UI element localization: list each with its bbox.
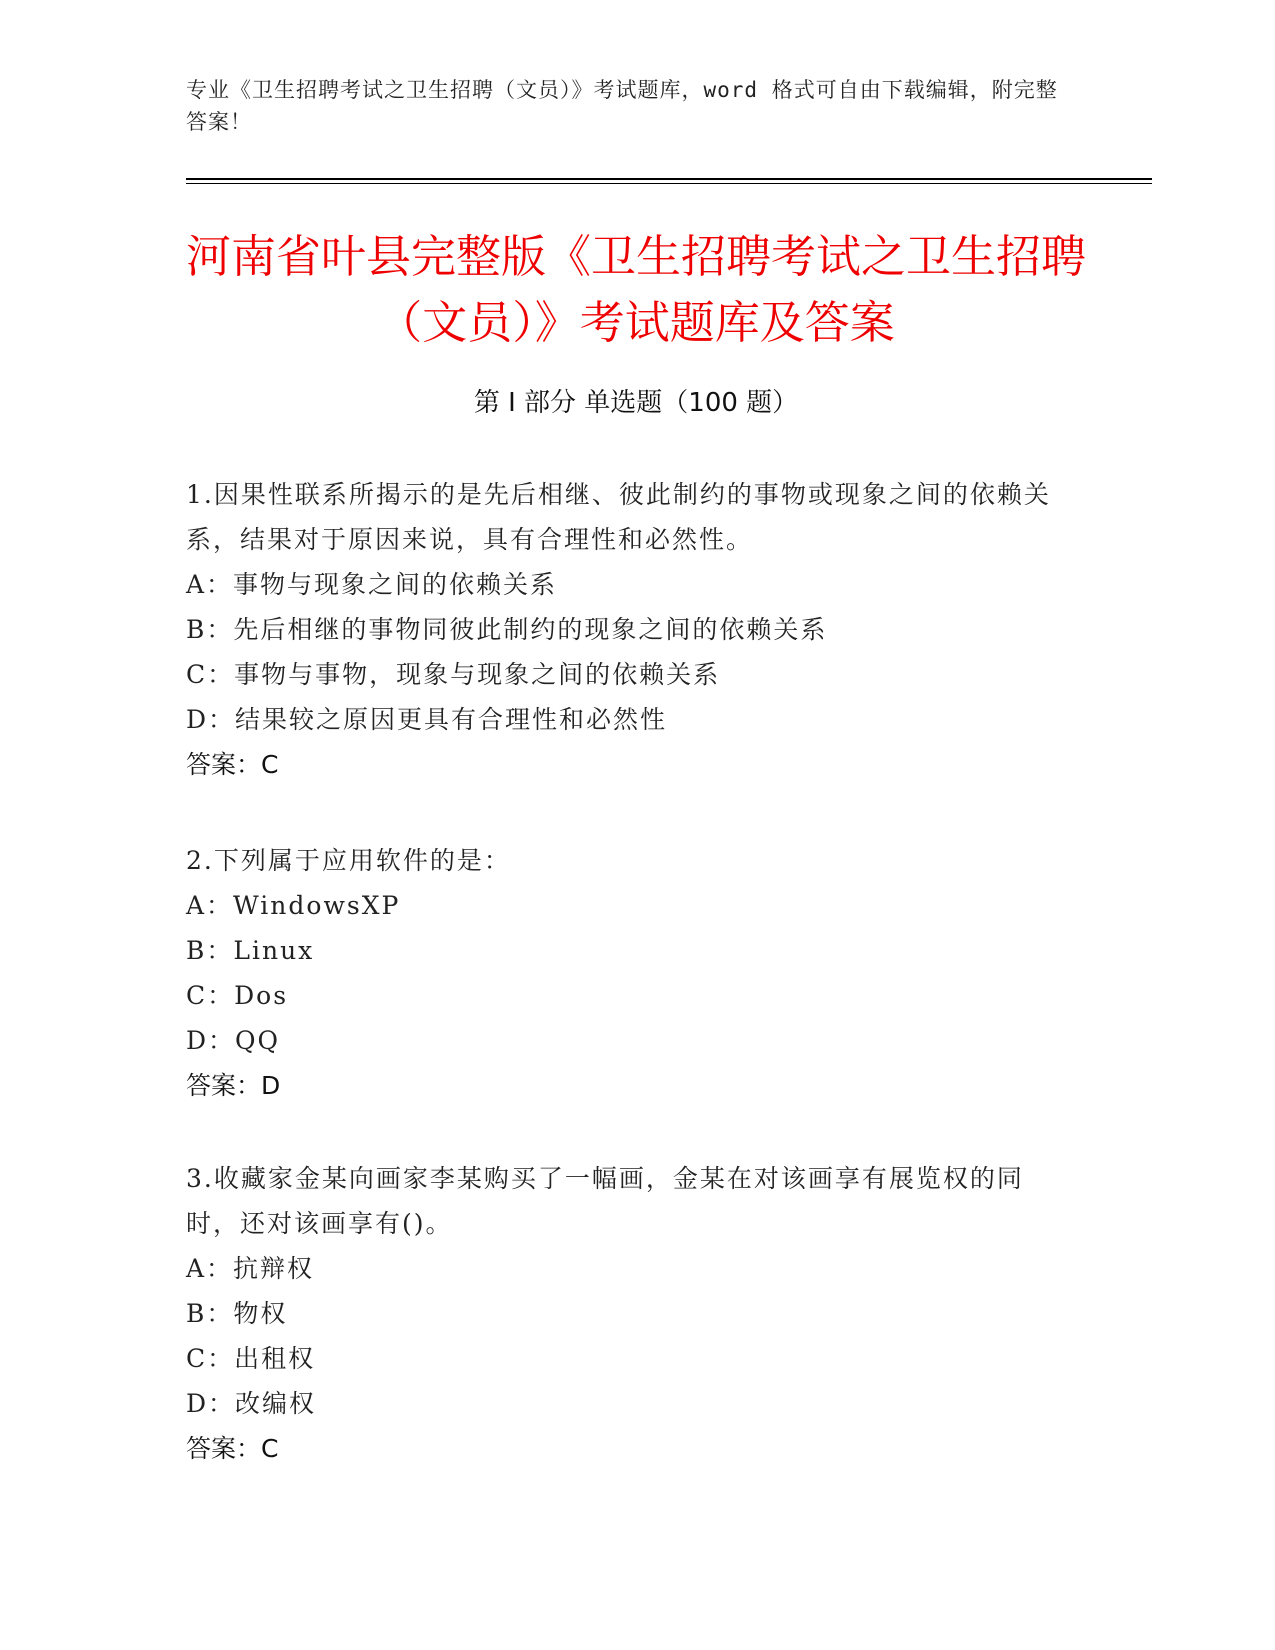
- answer: 答案：C: [186, 1434, 279, 1463]
- question-1: [186, 472, 1066, 787]
- question-3: [186, 1156, 1066, 1471]
- answer: 答案：D: [186, 1071, 281, 1100]
- option-d: D：结果较之原因更具有合理性和必然性: [186, 705, 668, 734]
- option-c: C：出租权: [186, 1344, 316, 1373]
- header-rule-thin: [186, 183, 1152, 184]
- option-d: D：QQ: [186, 1026, 281, 1055]
- question-stem: 1.因果性联系所揭示的是先后相继、彼此制约的事物或现象之间的依赖关系，结果对于原因来说，具有合理性和必然性。: [186, 480, 1051, 554]
- option-b: B：Linux: [186, 936, 315, 965]
- option-a: A：抗辩权: [186, 1254, 315, 1283]
- option-a: A：事物与现象之间的依赖关系: [186, 570, 558, 599]
- option-b: B：物权: [186, 1299, 288, 1328]
- option-b: B：先后相继的事物同彼此制约的现象之间的依赖关系: [186, 615, 828, 644]
- option-c: C：Dos: [186, 981, 289, 1010]
- question-stem: 3.收藏家金某向画家李某购买了一幅画，金某在对该画享有展览权的同时，还对该画享有()。: [186, 1164, 1024, 1238]
- header-note: 专业《卫生招聘考试之卫生招聘（文员）》考试题库，word 格式可自由下载编辑，附完整答案！: [186, 78, 1058, 134]
- answer: 答案：C: [186, 750, 279, 779]
- option-a: A：WindowsXP: [186, 891, 401, 920]
- header-rule-thick: [186, 178, 1152, 180]
- option-c: C：事物与事物，现象与现象之间的依赖关系: [186, 660, 721, 689]
- section-title: 第 I 部分 单选题（100 题）: [473, 388, 799, 418]
- document-title: 河南省叶县完整版《卫生招聘考试之卫生招聘（文员）》考试题库及答案: [186, 230, 1087, 349]
- question-2: [186, 838, 1066, 1108]
- option-d: D：改编权: [186, 1389, 317, 1418]
- question-stem: 2.下列属于应用软件的是：: [186, 846, 511, 875]
